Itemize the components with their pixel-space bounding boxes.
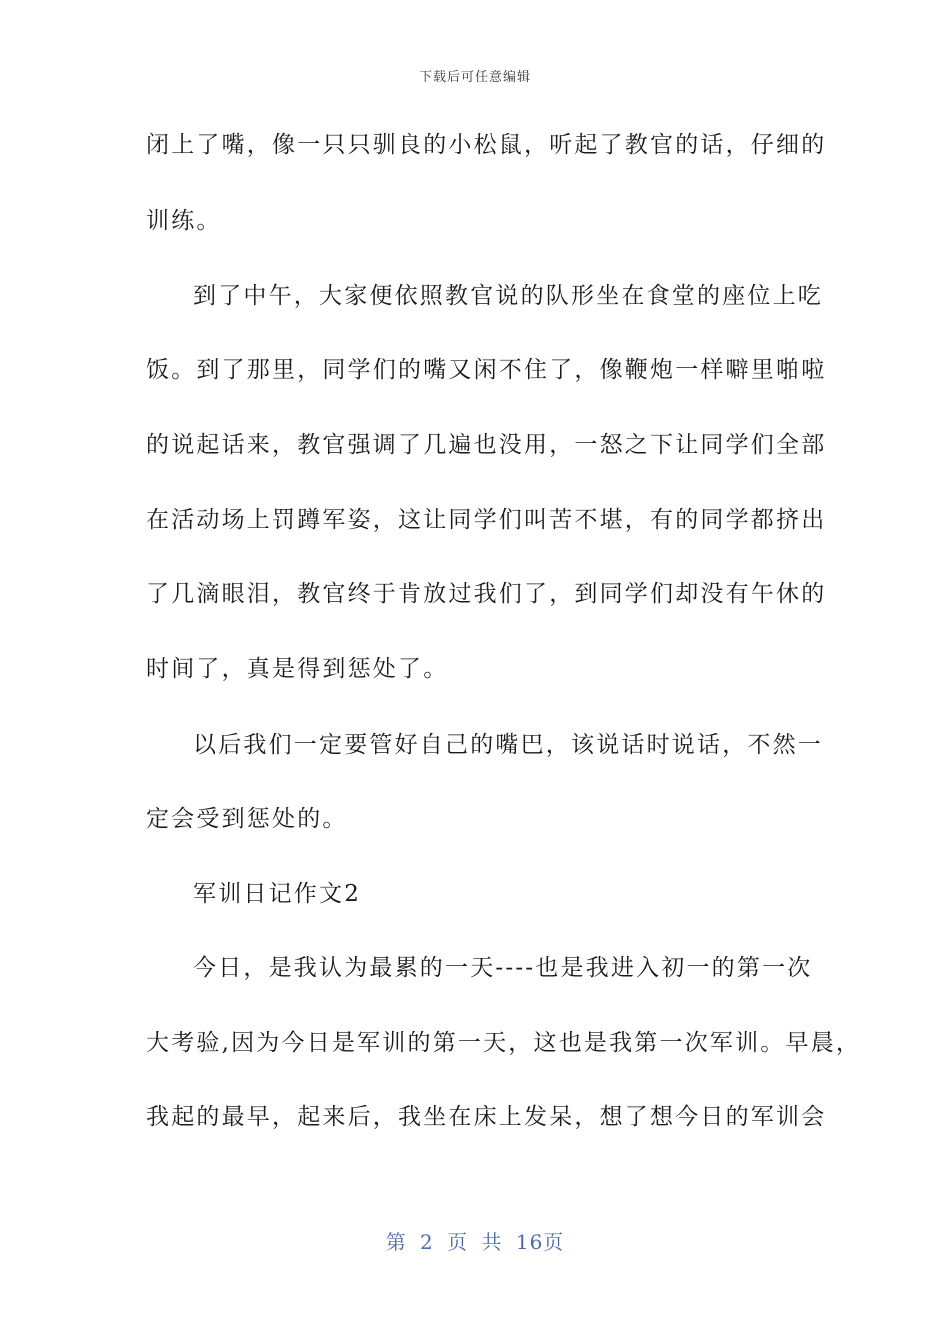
text-line: 以后我们一定要管好自己的嘴巴，该说话时说话，不然一	[193, 732, 823, 758]
page-header: 下载后可任意编辑	[418, 70, 531, 85]
text-line: 训练。	[146, 208, 222, 234]
text-line: 到了中午，大家便依照教官说的队形坐在食堂的座位上吃	[193, 283, 823, 309]
page-footer: 第 2 页 共 16页	[385, 1230, 565, 1254]
text-line: 今日，是我认为最累的一天----也是我进入初一的第一次	[193, 955, 813, 981]
text-line: 了几滴眼泪，教官终于肯放过我们了，到同学们却没有午休的	[146, 581, 827, 607]
text-line: 大考验,因为今日是军训的第一天，这也是我第一次军训。早晨，	[146, 1030, 862, 1056]
text-line: 的说起话来，教官强调了几遍也没用，一怒之下让同学们全部	[146, 432, 827, 458]
text-line: 时间了，真是得到惩处了。	[146, 656, 449, 682]
text-line: 闭上了嘴，像一只只驯良的小松鼠，听起了教官的话，仔细的	[146, 132, 827, 158]
text-line: 我起的最早，起来后，我坐在床上发呆，想了想今日的军训会	[146, 1104, 827, 1130]
text-line: 在活动场上罚蹲军姿，这让同学们叫苦不堪，有的同学都挤出	[146, 507, 827, 533]
text-line: 定会受到惩处的。	[146, 806, 348, 832]
text-line: 饭。到了那里，同学们的嘴又闲不住了，像鞭炮一样噼里啪啦	[146, 357, 827, 383]
section-heading: 军训日记作文2	[193, 881, 362, 907]
